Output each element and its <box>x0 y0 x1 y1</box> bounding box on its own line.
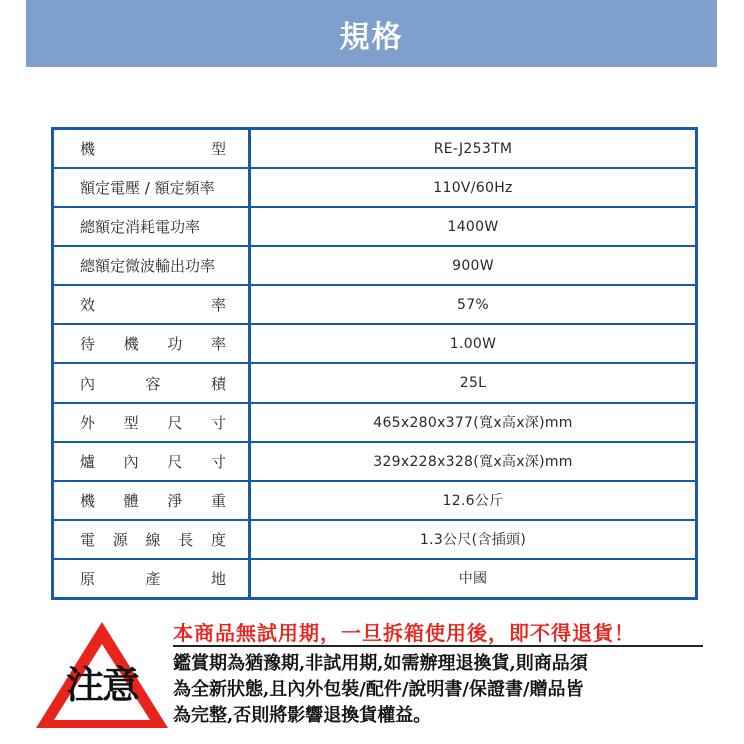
spec-row <box>54 208 695 247</box>
label-char: 容 <box>145 374 161 393</box>
spec-row <box>54 247 695 286</box>
label-char: 電 <box>80 530 96 549</box>
spec-value: RE-J253TM <box>433 140 513 157</box>
notice-headline: 本商品無試用期，一旦拆箱使用後，即不得退貨！ <box>173 617 703 647</box>
spec-label <box>54 169 251 206</box>
spec-label <box>54 404 251 441</box>
spec-value: 12.6公斤 <box>442 493 504 510</box>
label-text: 總額定消耗電功率 <box>80 218 201 237</box>
notice-body <box>173 651 703 729</box>
spec-label <box>54 443 251 480</box>
spec-value: 25L <box>459 375 487 391</box>
spec-label <box>54 130 251 167</box>
label-char: 型 <box>123 413 139 432</box>
label-char: 地 <box>210 569 226 588</box>
spec-row <box>54 443 695 482</box>
label-char: 產 <box>145 569 161 588</box>
spec-row <box>54 286 695 325</box>
spec-row <box>54 521 695 560</box>
spec-row <box>54 169 695 208</box>
banner-title: 規格 <box>339 19 404 55</box>
spec-value: 中國 <box>458 571 488 588</box>
spec-label <box>54 560 251 597</box>
label-char: 機 <box>80 140 96 159</box>
spec-value: 1.3公尺(含插頭) <box>419 532 527 549</box>
spec-row <box>54 404 695 443</box>
spec-row <box>54 364 695 403</box>
spec-label <box>54 521 251 558</box>
spec-label <box>54 364 251 401</box>
spec-table <box>51 127 698 600</box>
notice-line: 為全新狀態,且內外包裝/配件/說明書/保證書/贈品皆 <box>173 679 584 700</box>
spec-row <box>54 482 695 521</box>
label-char: 待 <box>80 335 96 354</box>
spec-value: 465x280x377(寬x高x深)mm <box>373 415 573 432</box>
spec-value: 57% <box>456 296 490 313</box>
spec-banner <box>26 0 717 67</box>
label-char: 源 <box>112 530 128 549</box>
spec-label <box>54 208 251 245</box>
spec-value: 1400W <box>447 218 499 235</box>
label-char: 寸 <box>210 452 226 471</box>
label-char: 內 <box>80 374 96 393</box>
label-char: 內 <box>123 452 139 471</box>
spec-row <box>54 130 695 169</box>
label-char: 長 <box>178 530 194 549</box>
label-char: 重 <box>210 491 226 510</box>
label-char: 線 <box>145 530 161 549</box>
label-char: 外 <box>80 413 96 432</box>
spec-label <box>54 286 251 323</box>
spec-label <box>54 482 251 519</box>
label-char: 尺 <box>167 413 183 432</box>
label-char: 積 <box>210 374 226 393</box>
label-char: 寸 <box>210 413 226 432</box>
spec-label <box>54 247 251 284</box>
spec-row <box>54 325 695 364</box>
label-char: 率 <box>210 296 226 315</box>
spec-value: 900W <box>452 257 494 274</box>
notice-line: 鑑賞期為猶豫期,非試用期,如需辦理退換貨,則商品須 <box>173 653 588 674</box>
label-char: 機 <box>123 335 139 354</box>
label-char: 度 <box>210 530 226 549</box>
label-char: 效 <box>80 296 96 315</box>
label-char: 爐 <box>80 452 96 471</box>
spec-value: 110V/60Hz <box>433 179 513 196</box>
spec-value: 1.00W <box>449 335 497 352</box>
label-char: 率 <box>210 335 226 354</box>
label-char: 功 <box>167 335 183 354</box>
label-char: 淨 <box>167 491 183 510</box>
label-char: 體 <box>123 491 139 510</box>
spec-row <box>54 560 695 597</box>
label-char: 尺 <box>167 452 183 471</box>
label-text: 總額定微波輸出功率 <box>80 257 216 276</box>
label-char: 型 <box>210 140 226 159</box>
notice-line: 為完整,否則將影響退換貨權益。 <box>173 705 432 726</box>
spec-label <box>54 325 251 362</box>
label-char: 機 <box>80 491 96 510</box>
warning-label: 注意 <box>65 663 138 707</box>
spec-value: 329x228x328(寬x高x深)mm <box>373 454 573 471</box>
label-char: 原 <box>80 569 96 588</box>
label-text: 額定電壓 / 額定頻率 <box>80 179 215 198</box>
